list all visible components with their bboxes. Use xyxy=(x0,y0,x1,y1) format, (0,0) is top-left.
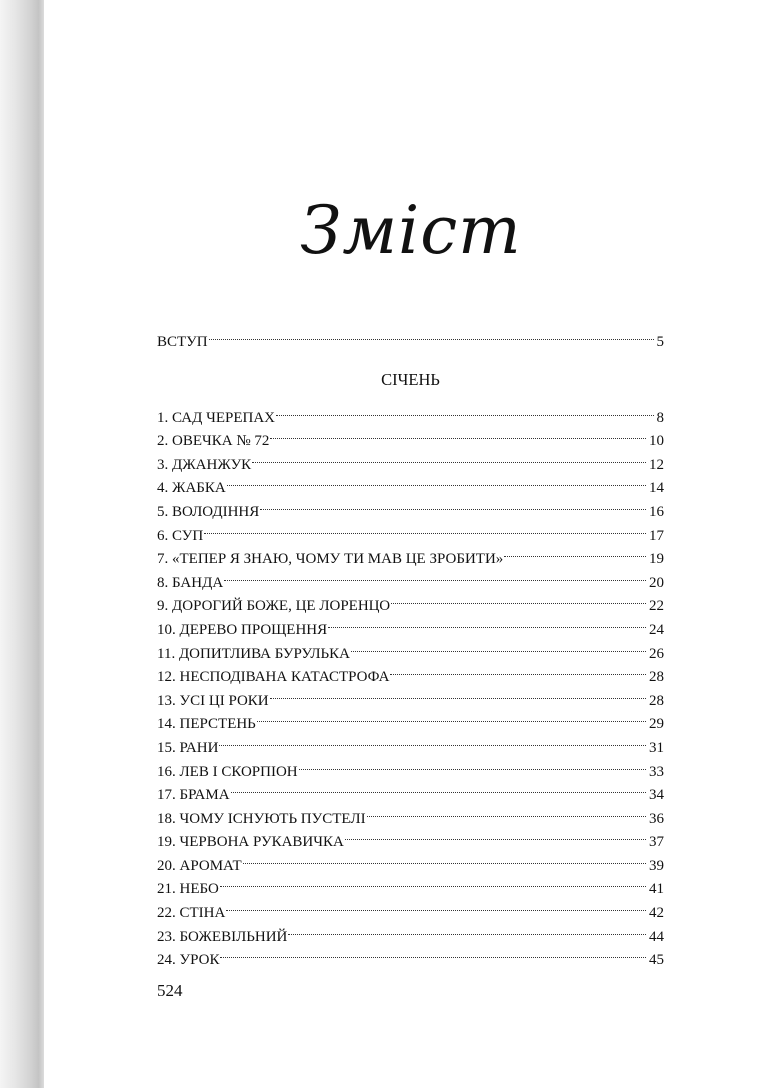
toc-entry-label: 7. «ТЕПЕР Я ЗНАЮ, ЧОМУ ТИ МАВ ЦЕ ЗРОБИТИ» xyxy=(157,551,504,568)
toc-entry xyxy=(157,398,664,426)
book-spine-shadow xyxy=(0,0,44,1088)
toc-entry-page: 5 xyxy=(656,333,664,350)
toc-entry xyxy=(157,492,664,520)
toc-entry-label: 15. РАНИ xyxy=(157,739,219,756)
toc-entry-page: 26 xyxy=(649,645,664,662)
toc-entry-label: 19. ЧЕРВОНА РУКАВИЧКА xyxy=(157,834,344,851)
dot-leader xyxy=(219,728,646,752)
dot-leader xyxy=(288,917,646,941)
toc-entry-page: 28 xyxy=(649,669,664,686)
toc-entry-page: 14 xyxy=(649,480,664,497)
toc-entry-page: 39 xyxy=(649,857,664,874)
dot-leader xyxy=(257,705,646,729)
toc-entry xyxy=(157,587,664,615)
dot-leader xyxy=(226,893,646,917)
toc-entry-page: 20 xyxy=(649,574,664,591)
toc-entry-page: 42 xyxy=(649,905,664,922)
toc-entry-label: 18. ЧОМУ ІСНУЮТЬ ПУСТЕЛІ xyxy=(157,810,366,827)
toc-entry-label: 21. НЕБО xyxy=(157,881,219,898)
toc-entry-page: 36 xyxy=(649,810,664,827)
toc-entry-page: 12 xyxy=(649,456,664,473)
toc-entry xyxy=(157,728,664,756)
toc-entry-page: 8 xyxy=(656,409,664,426)
toc-entry xyxy=(157,776,664,804)
dot-leader xyxy=(328,610,646,634)
toc-entry xyxy=(157,893,664,922)
toc-entry xyxy=(157,752,664,780)
toc-entry-page: 33 xyxy=(649,763,664,780)
toc-entry-page: 34 xyxy=(649,787,664,804)
toc-entry-page: 37 xyxy=(649,834,664,851)
dot-leader xyxy=(209,322,654,346)
toc-entry-intro xyxy=(157,322,664,350)
toc-entry xyxy=(157,516,664,544)
toc-entry-label: 4. ЖАБКА xyxy=(157,480,226,497)
dot-leader xyxy=(390,658,646,682)
toc-intro xyxy=(157,322,664,350)
dot-leader xyxy=(345,823,646,847)
toc-entry-label: ВСТУП xyxy=(157,333,208,350)
toc-entry-label: 5. ВОЛОДІННЯ xyxy=(157,503,260,520)
toc-entry-label: 3. ДЖАНЖУК xyxy=(157,456,252,473)
toc-entry-label: 1. САД ЧЕРЕПАХ xyxy=(157,409,275,426)
toc-entry xyxy=(157,563,664,591)
toc-entry-page: 44 xyxy=(649,928,664,945)
toc-entry-page: 10 xyxy=(649,433,664,450)
dot-leader xyxy=(367,799,646,823)
toc-entry xyxy=(157,870,664,898)
toc-entry-page: 31 xyxy=(649,739,664,756)
dot-leader xyxy=(260,492,646,516)
toc-entry xyxy=(157,917,664,945)
toc-entry-label: 13. УСІ ЦІ РОКИ xyxy=(157,692,269,709)
dot-leader xyxy=(204,516,646,540)
toc-entry-label: 14. ПЕРСТЕНЬ xyxy=(157,716,256,733)
toc-entry-page: 45 xyxy=(649,952,664,969)
dot-leader xyxy=(227,469,646,493)
dot-leader xyxy=(231,776,646,800)
toc-entry-label: 6. СУП xyxy=(157,527,204,544)
toc-entry-label: 9. ДОРОГИЙ БОЖЕ, ЦЕ ЛОРЕНЦО xyxy=(157,598,391,615)
toc-entry-label: 12. НЕСПОДІВАНА КАТАСТРОФА xyxy=(157,669,390,686)
dot-leader xyxy=(270,681,646,705)
toc-entry-page: 17 xyxy=(649,527,664,544)
toc-entry-label: 24. УРОК xyxy=(157,952,220,969)
dot-leader xyxy=(220,941,646,965)
dot-leader xyxy=(220,870,646,894)
toc-entry-page: 29 xyxy=(649,716,664,733)
toc-entry-label: 17. БРАМА xyxy=(157,787,230,804)
dot-leader xyxy=(224,563,646,587)
toc-entry-label: 23. БОЖЕВІЛЬНИЙ xyxy=(157,928,288,945)
toc-entry-page: 16 xyxy=(649,503,664,520)
toc-entry-label: 20. АРОМАТ xyxy=(157,857,242,874)
toc-entry-label: 2. ОВЕЧКА № 72 xyxy=(157,433,270,450)
toc-entry xyxy=(157,469,664,497)
dot-leader xyxy=(243,846,646,870)
page-number: 524 xyxy=(157,981,183,1000)
toc-entry-label: 8. БАНДА xyxy=(157,574,224,591)
dot-leader xyxy=(299,752,646,776)
toc-entries-list xyxy=(157,398,664,969)
dot-leader xyxy=(252,445,646,469)
toc-entry xyxy=(157,941,664,969)
section-heading: СІЧЕНЬ xyxy=(381,370,440,389)
page-title: Зміст xyxy=(300,192,522,269)
dot-leader xyxy=(391,587,646,611)
dot-leader xyxy=(270,422,646,446)
toc-entry xyxy=(157,799,664,827)
toc-entry-page: 28 xyxy=(649,692,664,709)
toc-entry-page: 41 xyxy=(649,881,664,898)
dot-leader xyxy=(276,398,654,422)
toc-entry-page: 19 xyxy=(649,551,664,568)
toc-entry-page: 22 xyxy=(649,598,664,615)
toc-entry-label: 10. ДЕРЕВО ПРОЩЕННЯ xyxy=(157,621,328,638)
toc-entry-label: 11. ДОПИТЛИВА БУРУЛЬКА xyxy=(157,645,350,662)
toc-entry-label: 22. СТІНА xyxy=(157,905,226,922)
toc-entry-page: 24 xyxy=(649,621,664,638)
dot-leader xyxy=(351,634,646,658)
toc-entry-label: 16. ЛЕВ І СКОРПІОН xyxy=(157,763,298,780)
toc-entry xyxy=(157,540,664,568)
dot-leader xyxy=(504,540,646,564)
